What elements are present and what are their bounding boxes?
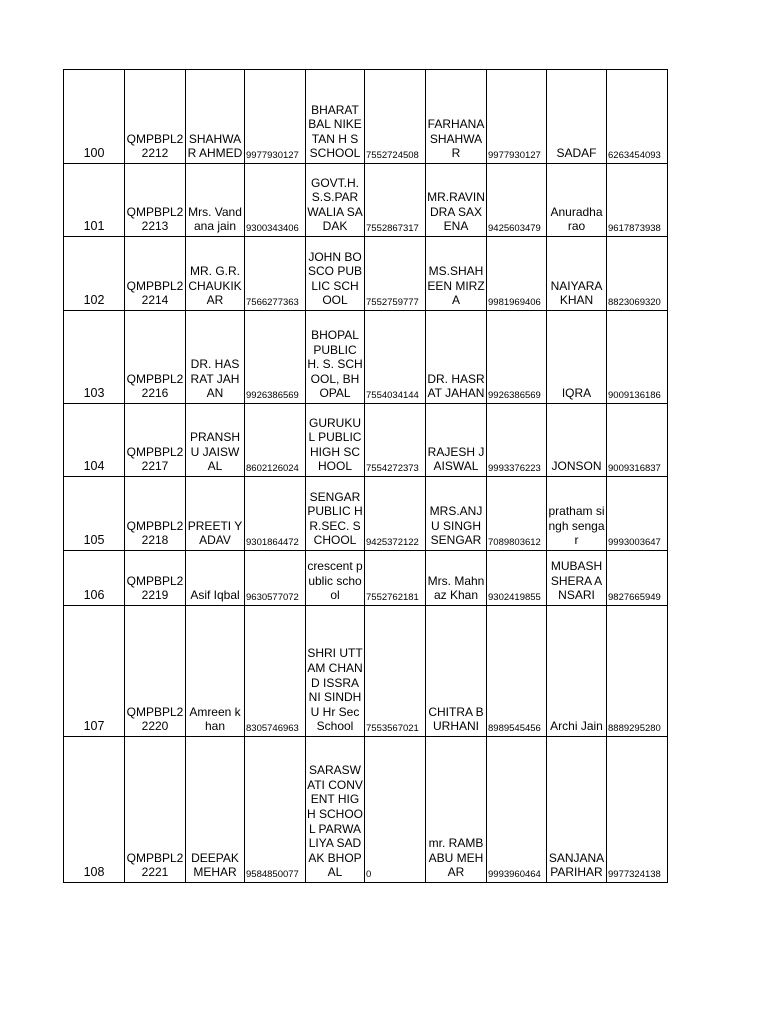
parent-phone-cell: 9993960464: [487, 737, 547, 883]
parent-name-cell: DR. HASRAT JAHAN: [426, 311, 487, 404]
student-name-cell: IQRA: [547, 311, 607, 404]
sr-cell: 106: [64, 551, 125, 606]
parent-phone-cell: 7089803612: [487, 477, 547, 551]
school-phone-cell: 9425372122: [365, 477, 426, 551]
parent-name-cell: MS.SHAHEEN MIRZA: [426, 237, 487, 311]
teacher-name-cell: MR. G.R.CHAUKIKAR: [186, 237, 245, 311]
student-phone-cell: 9617873938: [607, 164, 668, 237]
teacher-name-cell: PREETI YADAV: [186, 477, 245, 551]
spreadsheet-table: [63, 69, 668, 883]
student-phone-cell: 9009316837: [607, 404, 668, 477]
school-name-cell: GURUKUL PUBLIC HIGH SCHOOL: [306, 404, 365, 477]
school-phone-cell: 7552867317: [365, 164, 426, 237]
parent-name-cell: MRS.ANJU SINGH SENGAR: [426, 477, 487, 551]
school-name-cell: JOHN BOSCO PUBLIC SCHOOL: [306, 237, 365, 311]
school-name-cell: SARASWATI CONVENT HIGH SCHOOL PARWALIYA SADAK BHOPAL: [306, 737, 365, 883]
table-row: [64, 70, 668, 164]
sr-cell: 104: [64, 404, 125, 477]
sr-cell: 102: [64, 237, 125, 311]
parent-name-cell: Mrs. Mahnaz Khan: [426, 551, 487, 606]
code-cell: QMPBPL22221: [125, 737, 186, 883]
student-phone-cell: 9009136186: [607, 311, 668, 404]
parent-name-cell: RAJESH JAISWAL: [426, 404, 487, 477]
teacher-phone-cell: 8305746963: [245, 606, 306, 737]
parent-phone-cell: 8989545456: [487, 606, 547, 737]
teacher-phone-cell: 9926386569: [245, 311, 306, 404]
sr-cell: 105: [64, 477, 125, 551]
student-name-cell: Archi Jain: [547, 606, 607, 737]
sr-cell: 103: [64, 311, 125, 404]
teacher-name-cell: DEEPAK MEHAR: [186, 737, 245, 883]
school-name-cell: GOVT.H.S.S.PARWALIA SADAK: [306, 164, 365, 237]
table-row: [64, 404, 668, 477]
school-phone-cell: 7552762181: [365, 551, 426, 606]
code-cell: QMPBPL22214: [125, 237, 186, 311]
teacher-name-cell: Asif Iqbal: [186, 551, 245, 606]
parent-phone-cell: 9977930127: [487, 70, 547, 164]
teacher-phone-cell: 9584850077: [245, 737, 306, 883]
table-row: [64, 477, 668, 551]
school-phone-cell: 7554272373: [365, 404, 426, 477]
sr-cell: 100: [64, 70, 125, 164]
school-name-cell: BHARAT BAL NIKETAN H S SCHOOL: [306, 70, 365, 164]
code-cell: QMPBPL22213: [125, 164, 186, 237]
table-row: [64, 237, 668, 311]
table-row: [64, 164, 668, 237]
sr-cell: 101: [64, 164, 125, 237]
parent-name-cell: FARHANA SHAHWAR: [426, 70, 487, 164]
student-name-cell: NAIYARA KHAN: [547, 237, 607, 311]
parent-name-cell: CHITRA BURHANI: [426, 606, 487, 737]
parent-phone-cell: 9302419855: [487, 551, 547, 606]
student-name-cell: MUBASHSHERA ANSARI: [547, 551, 607, 606]
school-phone-cell: 0: [365, 737, 426, 883]
code-cell: QMPBPL22212: [125, 70, 186, 164]
teacher-name-cell: Mrs. Vandana jain: [186, 164, 245, 237]
table-row: [64, 551, 668, 606]
code-cell: QMPBPL22216: [125, 311, 186, 404]
parent-name-cell: MR.RAVINDRA SAXENA: [426, 164, 487, 237]
teacher-phone-cell: 9977930127: [245, 70, 306, 164]
parent-phone-cell: 9981969406: [487, 237, 547, 311]
table-row: [64, 606, 668, 737]
table-row: [64, 737, 668, 883]
teacher-phone-cell: 7566277363: [245, 237, 306, 311]
parent-phone-cell: 9993376223: [487, 404, 547, 477]
teacher-name-cell: Amreen khan: [186, 606, 245, 737]
code-cell: QMPBPL22217: [125, 404, 186, 477]
school-phone-cell: 7552724508: [365, 70, 426, 164]
teacher-name-cell: PRANSHU JAISWAL: [186, 404, 245, 477]
sr-cell: 107: [64, 606, 125, 737]
teacher-name-cell: DR. HASRAT JAHAN: [186, 311, 245, 404]
code-cell: QMPBPL22219: [125, 551, 186, 606]
parent-name-cell: mr. RAMBABU MEHAR: [426, 737, 487, 883]
student-phone-cell: 8823069320: [607, 237, 668, 311]
code-cell: QMPBPL22218: [125, 477, 186, 551]
school-phone-cell: 7553567021: [365, 606, 426, 737]
table-row: [64, 311, 668, 404]
teacher-phone-cell: 9301864472: [245, 477, 306, 551]
student-name-cell: JONSON: [547, 404, 607, 477]
school-name-cell: SHRI UTTAM CHAND ISSRANI SINDHU Hr Sec School: [306, 606, 365, 737]
student-phone-cell: 8889295280: [607, 606, 668, 737]
school-phone-cell: 7552759777: [365, 237, 426, 311]
student-name-cell: SADAF: [547, 70, 607, 164]
student-phone-cell: 9977324138: [607, 737, 668, 883]
parent-phone-cell: 9926386569: [487, 311, 547, 404]
student-phone-cell: 9827665949: [607, 551, 668, 606]
code-cell: QMPBPL22220: [125, 606, 186, 737]
teacher-phone-cell: 8602126024: [245, 404, 306, 477]
school-name-cell: crescent public school: [306, 551, 365, 606]
sr-cell: 108: [64, 737, 125, 883]
school-name-cell: SENGAR PUBLIC HR.SEC. SCHOOL: [306, 477, 365, 551]
school-name-cell: BHOPAL PUBLIC H. S. SCHOOL, BHOPAL: [306, 311, 365, 404]
student-phone-cell: 9993003647: [607, 477, 668, 551]
parent-phone-cell: 9425603479: [487, 164, 547, 237]
teacher-phone-cell: 9630577072: [245, 551, 306, 606]
school-phone-cell: 7554034144: [365, 311, 426, 404]
table-body: [64, 70, 668, 883]
student-phone-cell: 6263454093: [607, 70, 668, 164]
student-name-cell: Anuradha rao: [547, 164, 607, 237]
teacher-phone-cell: 9300343406: [245, 164, 306, 237]
student-name-cell: SANJANA PARIHAR: [547, 737, 607, 883]
teacher-name-cell: SHAHWAR AHMED: [186, 70, 245, 164]
student-name-cell: pratham singh sengar: [547, 477, 607, 551]
